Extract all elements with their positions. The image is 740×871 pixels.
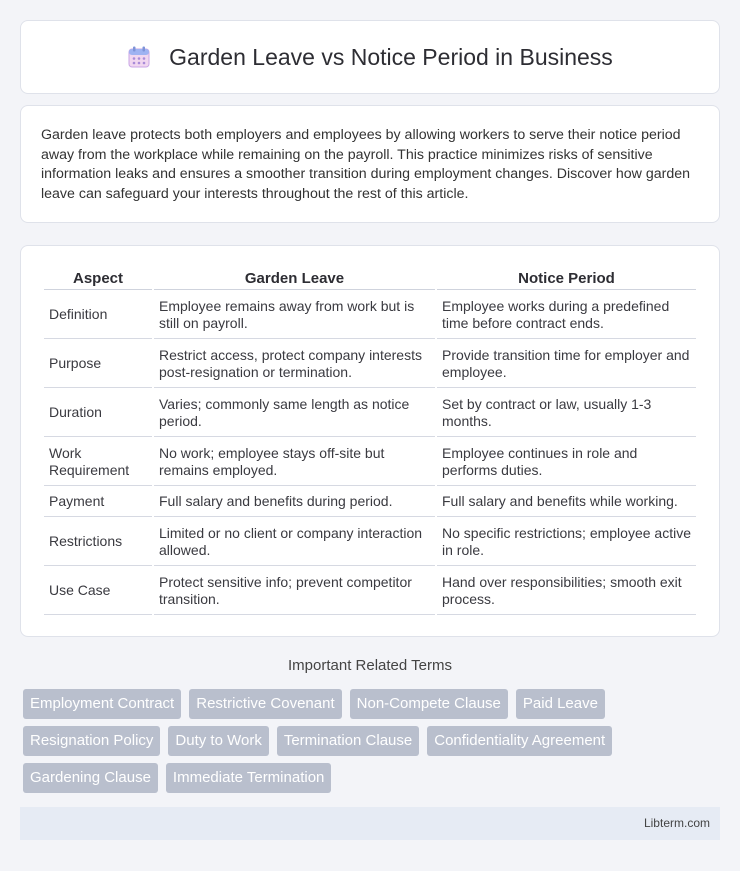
aspect-cell: Payment [44, 488, 152, 517]
aspect-cell: Duration [44, 390, 152, 437]
intro-text: Garden leave protects both employers and employees by allowing workers to serve their notice period away from the workplace while remaining on the payroll. This practice minimizes risks of sensitive information leaks and ensures a smoother transition during employment changes. Discover how garden leave can safeguard your interests throughout the rest of this article. [41, 127, 691, 202]
garden-leave-cell: Restrict access, protect company interests post-resignation or termination. [154, 341, 435, 388]
table-row [44, 390, 696, 437]
aspect-cell: Purpose [44, 341, 152, 388]
notice-period-cell: Provide transition time for employer and employee. [437, 341, 696, 388]
related-term-tag[interactable]: Immediate Termination [166, 763, 331, 793]
related-term-tag[interactable]: Restrictive Covenant [189, 689, 341, 719]
garden-leave-cell: Limited or no client or company interaction allowed. [154, 519, 435, 566]
page-title: Garden Leave vs Notice Period in Business [169, 43, 613, 70]
table-row [44, 568, 696, 615]
table-row [44, 292, 696, 339]
table-row [44, 519, 696, 566]
notice-period-cell: Employee works during a predefined time before contract ends. [437, 292, 696, 339]
footer [20, 807, 720, 840]
table-header-row [44, 268, 696, 290]
garden-leave-cell: Protect sensitive info; prevent competitor transition. [154, 568, 435, 615]
garden-leave-cell: Full salary and benefits during period. [154, 488, 435, 517]
notice-period-cell: Full salary and benefits while working. [437, 488, 696, 517]
notice-period-cell: No specific restrictions; employee active in role. [437, 519, 696, 566]
aspect-cell: Work Requirement [44, 439, 152, 486]
related-term-tag[interactable]: Termination Clause [277, 726, 419, 756]
aspect-cell: Restrictions [44, 519, 152, 566]
footer-link[interactable]: Libterm.com [643, 816, 710, 830]
table-row [44, 439, 696, 486]
related-term-tag[interactable]: Non-Compete Clause [350, 689, 508, 719]
related-term-tag[interactable]: Resignation Policy [23, 726, 160, 756]
aspect-cell: Use Case [44, 568, 152, 615]
related-term-tag[interactable]: Employment Contract [23, 689, 181, 719]
calendar-icon [127, 45, 151, 69]
related-term-tag[interactable]: Duty to Work [168, 726, 268, 756]
related-terms-title: Important Related Terms [288, 657, 452, 674]
notice-period-cell: Set by contract or law, usually 1-3 months. [437, 390, 696, 437]
comparison-table-card [20, 245, 720, 637]
column-header-aspect: Aspect [44, 268, 152, 290]
table-row [44, 341, 696, 388]
intro-card [20, 105, 720, 223]
related-term-tag[interactable]: Paid Leave [516, 689, 605, 719]
comparison-table [42, 266, 698, 617]
column-header-notice-period: Notice Period [437, 268, 696, 290]
related-term-tag[interactable]: Gardening Clause [23, 763, 158, 793]
notice-period-cell: Employee continues in role and performs duties. [437, 439, 696, 486]
table-row [44, 488, 696, 517]
header-card [20, 20, 720, 94]
notice-period-cell: Hand over responsibilities; smooth exit process. [437, 568, 696, 615]
garden-leave-cell: Employee remains away from work but is still on payroll. [154, 292, 435, 339]
related-terms-tags [23, 689, 723, 800]
garden-leave-cell: No work; employee stays off-site but remains employed. [154, 439, 435, 486]
column-header-garden-leave: Garden Leave [154, 268, 435, 290]
garden-leave-cell: Varies; commonly same length as notice period. [154, 390, 435, 437]
aspect-cell: Definition [44, 292, 152, 339]
related-term-tag[interactable]: Confidentiality Agreement [427, 726, 612, 756]
